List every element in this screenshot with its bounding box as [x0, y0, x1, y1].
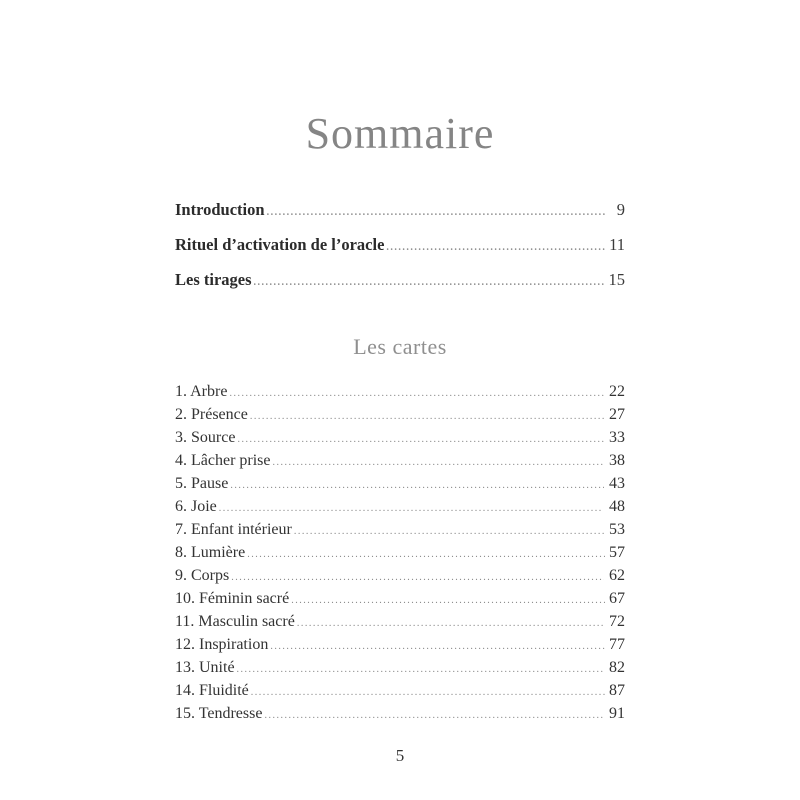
card-entry-label: 15. Tendresse: [175, 705, 263, 722]
dot-leader: [229, 388, 603, 399]
toc-entry-tirages[interactable]: [175, 270, 625, 290]
dot-leader: [231, 572, 604, 583]
card-entry-label: 1. Arbre: [175, 383, 228, 400]
card-entry-label: 13. Unité: [175, 659, 235, 676]
card-entry-label: 11. Masculin sacré: [175, 613, 295, 630]
card-entry[interactable]: [175, 475, 625, 493]
card-entry[interactable]: [175, 567, 625, 585]
card-entry-label: 10. Féminin sacré: [175, 590, 290, 607]
dot-leader: [247, 549, 604, 560]
toc-entry-page: 11: [609, 235, 625, 254]
dot-leader: [251, 687, 605, 698]
card-entry-label: 6. Joie: [175, 498, 217, 515]
toc-entry-label: Rituel d’activation de l’oracle: [175, 235, 385, 254]
card-entry[interactable]: [175, 452, 625, 470]
card-entry-page: 38: [609, 452, 625, 469]
dot-leader: [254, 277, 605, 288]
dot-leader: [273, 457, 605, 468]
toc-entry-rituel[interactable]: [175, 235, 625, 255]
dot-leader: [230, 480, 603, 491]
card-entry[interactable]: [175, 429, 625, 447]
card-entry[interactable]: [175, 682, 625, 700]
card-entry[interactable]: [175, 705, 625, 723]
card-entry-page: 27: [609, 406, 625, 423]
card-entry-label: 9. Corps: [175, 567, 230, 584]
card-entry[interactable]: [175, 636, 625, 654]
card-entry-page: 77: [609, 636, 625, 653]
toc-entry-page: 9: [616, 200, 625, 219]
dot-leader: [294, 526, 605, 537]
card-entry-label: 12. Inspiration: [175, 636, 269, 653]
dot-leader: [291, 595, 605, 606]
card-entry[interactable]: [175, 544, 625, 562]
toc-entry-introduction[interactable]: [175, 200, 625, 220]
card-entry-page: 33: [609, 429, 625, 446]
dot-leader: [270, 641, 605, 652]
section-heading: Les cartes: [353, 334, 447, 359]
card-entry-page: 72: [609, 613, 625, 630]
card-entry-page: 62: [609, 567, 625, 584]
dot-leader: [237, 664, 604, 675]
dot-leader: [250, 411, 605, 422]
toc-entry-label: Introduction: [175, 200, 265, 219]
card-entry[interactable]: [175, 590, 625, 608]
card-entry-page: 22: [609, 383, 625, 400]
card-entry-page: 82: [609, 659, 625, 676]
dot-leader: [297, 618, 605, 629]
card-entry-page: 91: [609, 705, 625, 722]
card-entry-page: 57: [609, 544, 625, 561]
page-number: 5: [395, 746, 405, 765]
card-entry[interactable]: [175, 383, 625, 401]
card-entry[interactable]: [175, 521, 625, 539]
card-entry-label: 2. Présence: [175, 406, 248, 423]
card-entry-label: 14. Fluidité: [175, 682, 249, 699]
card-entry-page: 48: [609, 498, 625, 515]
dot-leader: [264, 710, 605, 721]
card-entry-page: 43: [609, 475, 625, 492]
card-entry[interactable]: [175, 613, 625, 631]
dot-leader: [219, 503, 603, 514]
card-entry-label: 3. Source: [175, 429, 236, 446]
dot-leader: [237, 434, 604, 445]
card-entry-label: 8. Lumière: [175, 544, 246, 561]
dot-leader: [267, 207, 606, 218]
card-entry[interactable]: [175, 498, 625, 516]
toc-entry-page: 15: [608, 270, 625, 289]
card-entry[interactable]: [175, 406, 625, 424]
dot-leader: [386, 242, 605, 253]
card-entry-page: 87: [609, 682, 625, 699]
card-entry[interactable]: [175, 659, 625, 677]
card-entry-page: 67: [609, 590, 625, 607]
card-entry-label: 7. Enfant intérieur: [175, 521, 292, 538]
page-title: Sommaire: [305, 109, 495, 158]
card-entry-label: 5. Pause: [175, 475, 229, 492]
card-entry-page: 53: [609, 521, 625, 538]
card-entry-label: 4. Lâcher prise: [175, 452, 271, 469]
toc-entry-label: Les tirages: [175, 270, 252, 289]
